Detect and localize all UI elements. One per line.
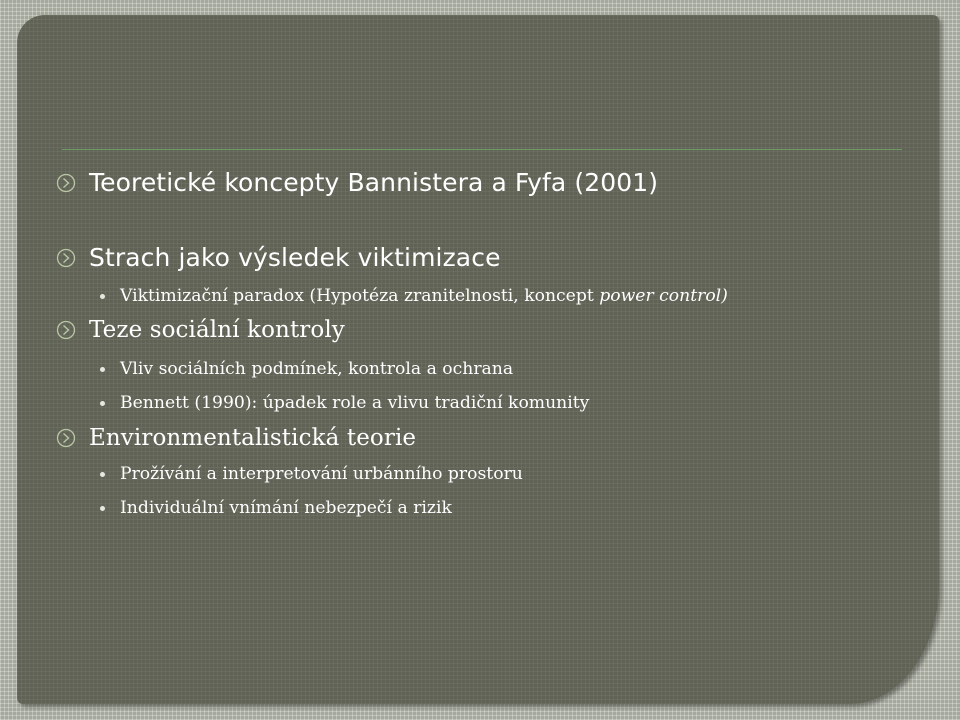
bullet-text-italic: power control) — [599, 286, 728, 306]
circled-chevron-icon — [56, 320, 76, 340]
bullet-level1 — [56, 425, 416, 451]
dot-bullet-icon — [100, 294, 105, 299]
dot-bullet-icon — [100, 506, 105, 511]
bullet-level1 — [56, 168, 658, 197]
bullet-text: Vliv sociálních podmínek, kontrola a ochrana — [120, 359, 514, 379]
bullet-text-plain: Viktimizační paradox (Hypotéza zranitelnosti, koncept — [120, 286, 600, 306]
bullet-text — [120, 286, 728, 306]
bullet-text: Teze sociální kontroly — [89, 317, 345, 343]
dot-bullet-icon — [100, 367, 105, 372]
bullet-text: Environmentalistická teorie — [89, 425, 417, 451]
bullet-text: Strach jako výsledek viktimizace — [89, 243, 501, 272]
bullet-text: Prožívání a interpretování urbánního prostoru — [120, 464, 523, 484]
bullet-level1 — [56, 243, 501, 272]
bullet-text: Bennett (1990): úpadek role a vlivu tradiční komunity — [120, 393, 590, 413]
bullet-level2 — [100, 359, 513, 379]
bullet-level2 — [100, 498, 452, 518]
circled-chevron-icon — [56, 173, 76, 193]
circled-chevron-icon — [56, 428, 76, 448]
circled-chevron-icon — [56, 248, 76, 268]
dot-bullet-icon — [100, 472, 105, 477]
bullet-level2 — [100, 286, 728, 306]
bullet-level2 — [100, 393, 589, 413]
title-divider — [62, 149, 902, 150]
bullet-level2 — [100, 464, 523, 484]
dot-bullet-icon — [100, 401, 105, 406]
bullet-text: Teoretické koncepty Bannistera a Fyfa (2001) — [89, 168, 659, 197]
bullet-text: Individuální vnímání nebezpečí a rizik — [120, 498, 452, 518]
bullet-level1 — [56, 317, 345, 343]
